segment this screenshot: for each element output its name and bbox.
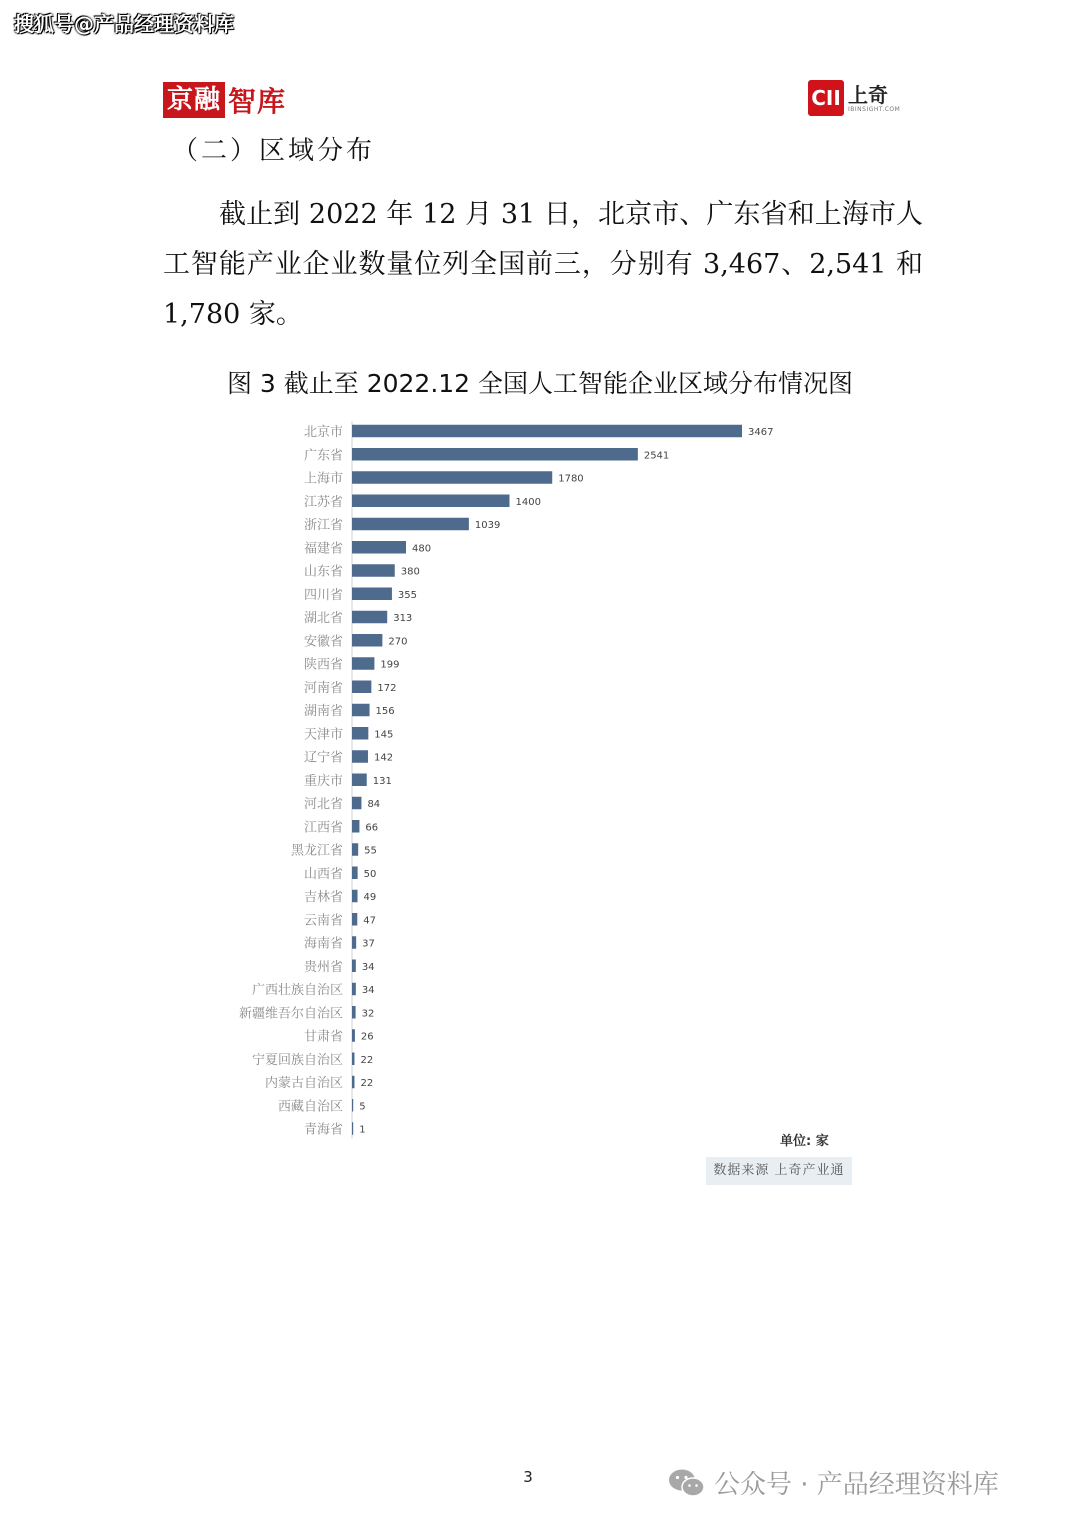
chart-data-label: 142 [373,752,394,764]
chart-bar [352,588,392,601]
chart-data-label: 131 [372,775,392,787]
logo-right-url: IBINSIGHT.COM [848,105,901,113]
figure-caption: 图 3 截止至 2022.12 全国人工智能企业区域分布情况图 [226,369,854,398]
chart-data-label: 22 [360,1054,374,1066]
data-source-label: 数据来源 上奇产业通 [706,1157,852,1185]
chart-category-label: 西藏自治区 [277,1099,343,1115]
chart-bar [352,657,374,670]
chart-data-label: 55 [364,845,377,857]
chart-data-label: 1 [359,1124,366,1136]
page-number: 3 [523,1468,533,1486]
chart-data-label: 34 [361,985,375,996]
chart-category-label: 上海市 [303,471,343,487]
chart-category-label: 湖北省 [303,611,343,626]
chart-data-label: 380 [400,566,420,578]
chart-bar [352,727,368,740]
chart-category-label: 吉林省 [303,890,343,905]
chart-data-label: 172 [377,682,397,694]
chart-category-label: 安徽省 [303,634,343,650]
chart-category-label: 内蒙古自治区 [264,1076,343,1091]
chart-bar [352,1029,355,1042]
chart-category-label: 河北省 [303,797,343,812]
region-bar-chart [0,415,1080,1145]
chart-bar [352,797,361,810]
chart-data-label: 32 [361,1008,375,1020]
chart-data-label: 49 [363,892,377,903]
chart-data-label: 34 [361,961,375,973]
chart-category-label: 海南省 [303,936,343,952]
chart-bar [352,1006,356,1019]
chart-category-label: 广东省 [303,448,343,464]
chart-data-label: 84 [367,799,381,810]
chart-category-label: 四川省 [303,587,343,603]
chart-bar [352,448,638,461]
chart-category-label: 甘肃省 [303,1029,343,1045]
chart-data-label: 66 [365,822,379,834]
chart-bar [352,936,356,949]
chart-data-label: 5 [359,1101,366,1113]
chart-bar [352,960,356,973]
chart-category-label: 陕西省 [303,657,343,673]
chart-category-label: 贵州省 [303,959,343,975]
chart-bar [352,890,358,903]
wechat-icon [668,1468,706,1498]
chart-category-label: 黑龙江省 [290,843,343,859]
shangqi-logo [808,80,900,116]
chart-bar [352,1076,354,1089]
chart-bar [352,843,358,856]
chart-category-label: 江苏省 [303,494,343,510]
chart-data-label: 1039 [474,520,501,531]
chart-category-label: 福建省 [303,541,343,557]
chart-category-label: 湖南省 [303,704,343,719]
chart-data-label: 22 [360,1078,374,1089]
chart-data-label: 2541 [643,450,670,462]
chart-data-label: 1400 [515,496,541,508]
logo-left-box: 京融 [163,82,225,118]
chart-bar [352,1122,353,1135]
logo-right-mark: CII [808,80,844,116]
chart-axis-layer [239,421,352,1139]
chart-category-label: 浙江省 [303,518,343,533]
chart-data-label: 50 [363,868,377,880]
logo-left-text: 智库 [228,85,287,118]
chart-category-label: 新疆维吾尔自治区 [238,1006,343,1022]
chart-bar [352,820,359,833]
chart-category-label: 江西省 [303,820,343,836]
unit-label: 单位: 家 [780,1134,829,1149]
chart-data-label: 47 [363,915,377,927]
chart-bar [352,983,356,996]
chart-category-label: 云南省 [303,913,343,929]
chart-data-label: 145 [374,729,394,741]
chart-bar [352,704,370,717]
chart-data-label: 480 [411,543,432,555]
chart-bar [352,425,742,438]
chart-bar [352,611,387,624]
chart-data-label: 270 [388,636,408,648]
chart-bar [352,471,552,484]
jingrong-logo [163,82,286,118]
chart-bar [352,1053,354,1066]
chart-bar [352,634,382,647]
chart-category-label: 河南省 [303,680,343,696]
chart-category-label: 北京市 [303,425,343,440]
logo-right-name: 上奇 [848,82,888,107]
chart-bars-layer [352,425,773,1136]
chart-category-label: 辽宁省 [303,750,343,766]
chart-category-label: 山西省 [303,866,343,882]
chart-bar [352,913,357,926]
chart-category-label: 山东省 [303,564,343,580]
chart-bar [352,681,371,694]
chart-data-label: 355 [397,589,418,601]
chart-bar [352,867,358,880]
chart-category-label: 重庆市 [303,773,343,789]
chart-data-label: 156 [375,706,395,717]
chart-bar [352,495,509,508]
chart-category-label: 天津市 [303,727,343,743]
section-title: （二）区域分布 [172,136,376,166]
watermark-bottom [668,1464,999,1501]
chart-bar [352,1099,353,1112]
chart-data-label: 3467 [748,427,774,438]
chart-category-label: 宁夏回族自治区 [251,1052,343,1068]
chart-bar [352,774,367,787]
watermark-top: 搜狐号@产品经理资料库 [14,12,234,36]
chart-data-label: 37 [362,938,375,950]
watermark-bottom-text: 公众号 · 产品经理资料库 [714,1470,999,1500]
logo-right-text [848,84,900,113]
chart-data-label: 199 [380,659,400,671]
chart-bar [352,564,395,577]
chart-bar [352,750,368,763]
chart-category-label: 广西壮族自治区 [251,983,343,998]
chart-data-label: 26 [360,1031,374,1043]
chart-category-label: 青海省 [303,1122,343,1138]
chart-data-label: 1780 [558,473,584,485]
chart-data-label: 313 [393,613,413,624]
chart-bar [352,541,406,554]
body-paragraph: 截止到 2022 年 12 月 31 日，北京市、广东省和上海市人工智能产业企业数量位列全国前三，分别有 3,467、2,541 和 1,780 家。 [163,199,923,330]
chart-bar [352,518,469,531]
